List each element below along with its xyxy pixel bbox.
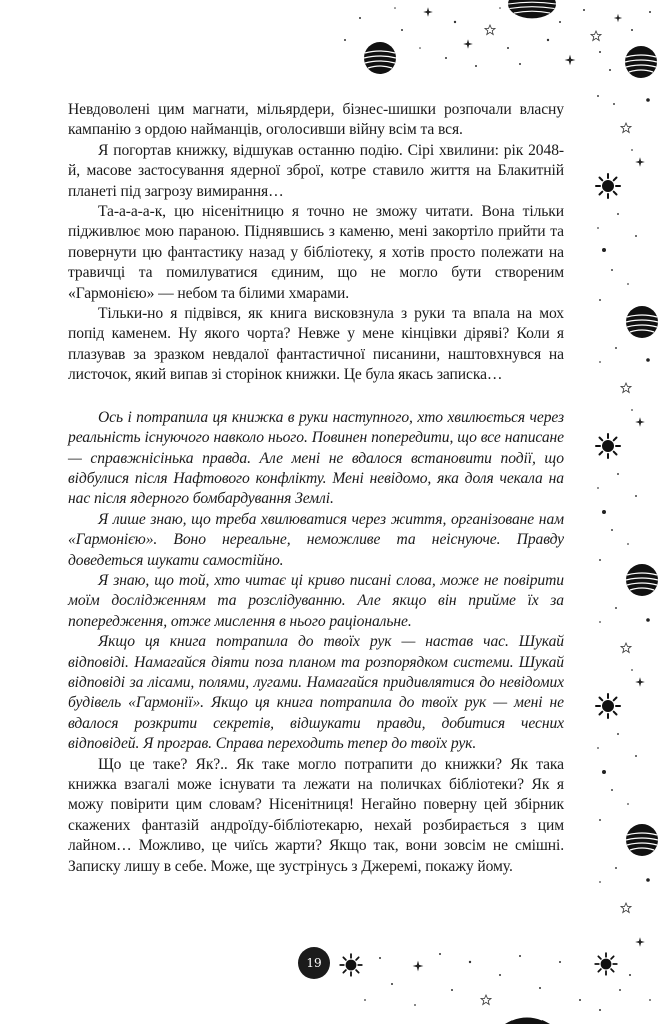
right-decoration-column <box>596 95 658 991</box>
bottom-decoration-band <box>340 953 651 1024</box>
page-number: 19 <box>298 947 330 979</box>
planet-icon <box>626 824 658 856</box>
found-note <box>68 408 564 755</box>
body-paragraph: Я погортав книжку, відшукав останню подію. Сірі хвилини: рік 2048-й, масове застосування ядерної зброї, котре ставило життя на Блакитній планеті під загрозу вимирання… <box>68 141 564 200</box>
star-icon <box>621 643 631 653</box>
planet-icon <box>364 42 396 74</box>
note-paragraph: Ось і потрапила ця книжка в руки наступного, хто хвилюється через реальність існуючого навколо нього. Повинен попередити, що все написане — справжнісінька правда. Але мені не вдалося встановити події, що відбулися після Нафтового конфлікту. Мені невідомо, яка доля чекала на нас після ядерного бомбардування Землі. <box>68 408 564 508</box>
note-paragraph: Я знаю, що той, хто читає ці криво писані слова, може не повірити моїм дослідженням та розслідуванню. Але якщо він прийме їх за попередження, отже мислення в нього раціональне. <box>68 571 564 630</box>
sun-icon <box>595 953 617 975</box>
planet-icon <box>626 306 658 338</box>
note-paragraph: Я лише знаю, що треба хвилюватися через життя, організоване нам «Гармонією». Воно нереальне, неможливе та неіснуюче. Правду доведеться шукати самостійно. <box>68 510 564 569</box>
top-decoration-band <box>330 0 658 78</box>
body-paragraph: Тільки-но я підвівся, як книга висковзнула з руки та впала на мох попід каменем. Ну якого чорта? Невже у мене кінцівки діряві? Коли я плазував за зразком невдалої фантастичної писанини, наштовхнувся на листочок, який випав зі сторінок книжки. Це була якась записка… <box>68 305 564 384</box>
body-paragraph: Що це таке? Як?.. Як таке могло потрапити до книжки? Як така книжка взагалі може існувати та лежати на поличках бібліотеки? Як я можу повірити цим словам? Нісенітниця! Негайно поверну цей збірник скажених фантазій андроїду-бібліотекарю, нехай розбирається з цим лайном… Можливо, це чиїсь жарти? Якщо так, вони зовсім не смішні. Записку лишу в себе. Може, ще зустрінусь з Джеремі, покажу йому. <box>68 755 564 875</box>
sparkle-icon <box>635 677 645 687</box>
planet-icon <box>625 46 657 78</box>
page-body <box>68 100 564 877</box>
sparkle-icon <box>635 157 645 167</box>
sun-icon <box>596 174 620 198</box>
note-paragraph: Якщо ця книга потрапила до твоїх рук — настав час. Шукай відповіді. Намагайся діяти поза планом та розпорядком системи. Шукай відповіді за лісами, полями, лугами. Намагайся придивлятися до невідомих будівель «Гармонії». Якщо ця книга потрапила до твоїх рук — мені не вдалося розкрити секретів, відшукати правди, добитися чесних відповідей. Я програв. Справа переходить тепер до твоїх рук. <box>68 633 564 753</box>
sun-icon <box>340 954 362 976</box>
sun-icon <box>596 434 620 458</box>
body-paragraph: Невдоволені цим магнати, мільярдери, бізнес-шишки розпочали власну кампанію з ордою найманців, оголосивши війну всім та вся. <box>68 101 564 139</box>
sparkle-icon <box>413 961 424 972</box>
star-icon <box>621 123 631 133</box>
star-icon <box>481 995 491 1005</box>
star-icon <box>621 383 631 393</box>
sparkle-icon <box>635 417 645 427</box>
planet-icon <box>505 1017 550 1024</box>
sun-icon <box>596 694 620 718</box>
star-icon <box>621 903 631 913</box>
body-paragraph: Та-а-а-а-к, цю нісенітницю я точно не зможу читати. Вона тільки підживлює мою параною. Піднявшись з каменю, мені закортіло прийти та повернути цю фантастику назад у бібліотеку, я хотів просто полежати на травичці та помилуватися єдиним, що не могло бути створеним «Гармонією» — небом та білими хмарами. <box>68 203 564 302</box>
sparkle-icon <box>635 937 645 947</box>
planet-icon <box>626 564 658 596</box>
